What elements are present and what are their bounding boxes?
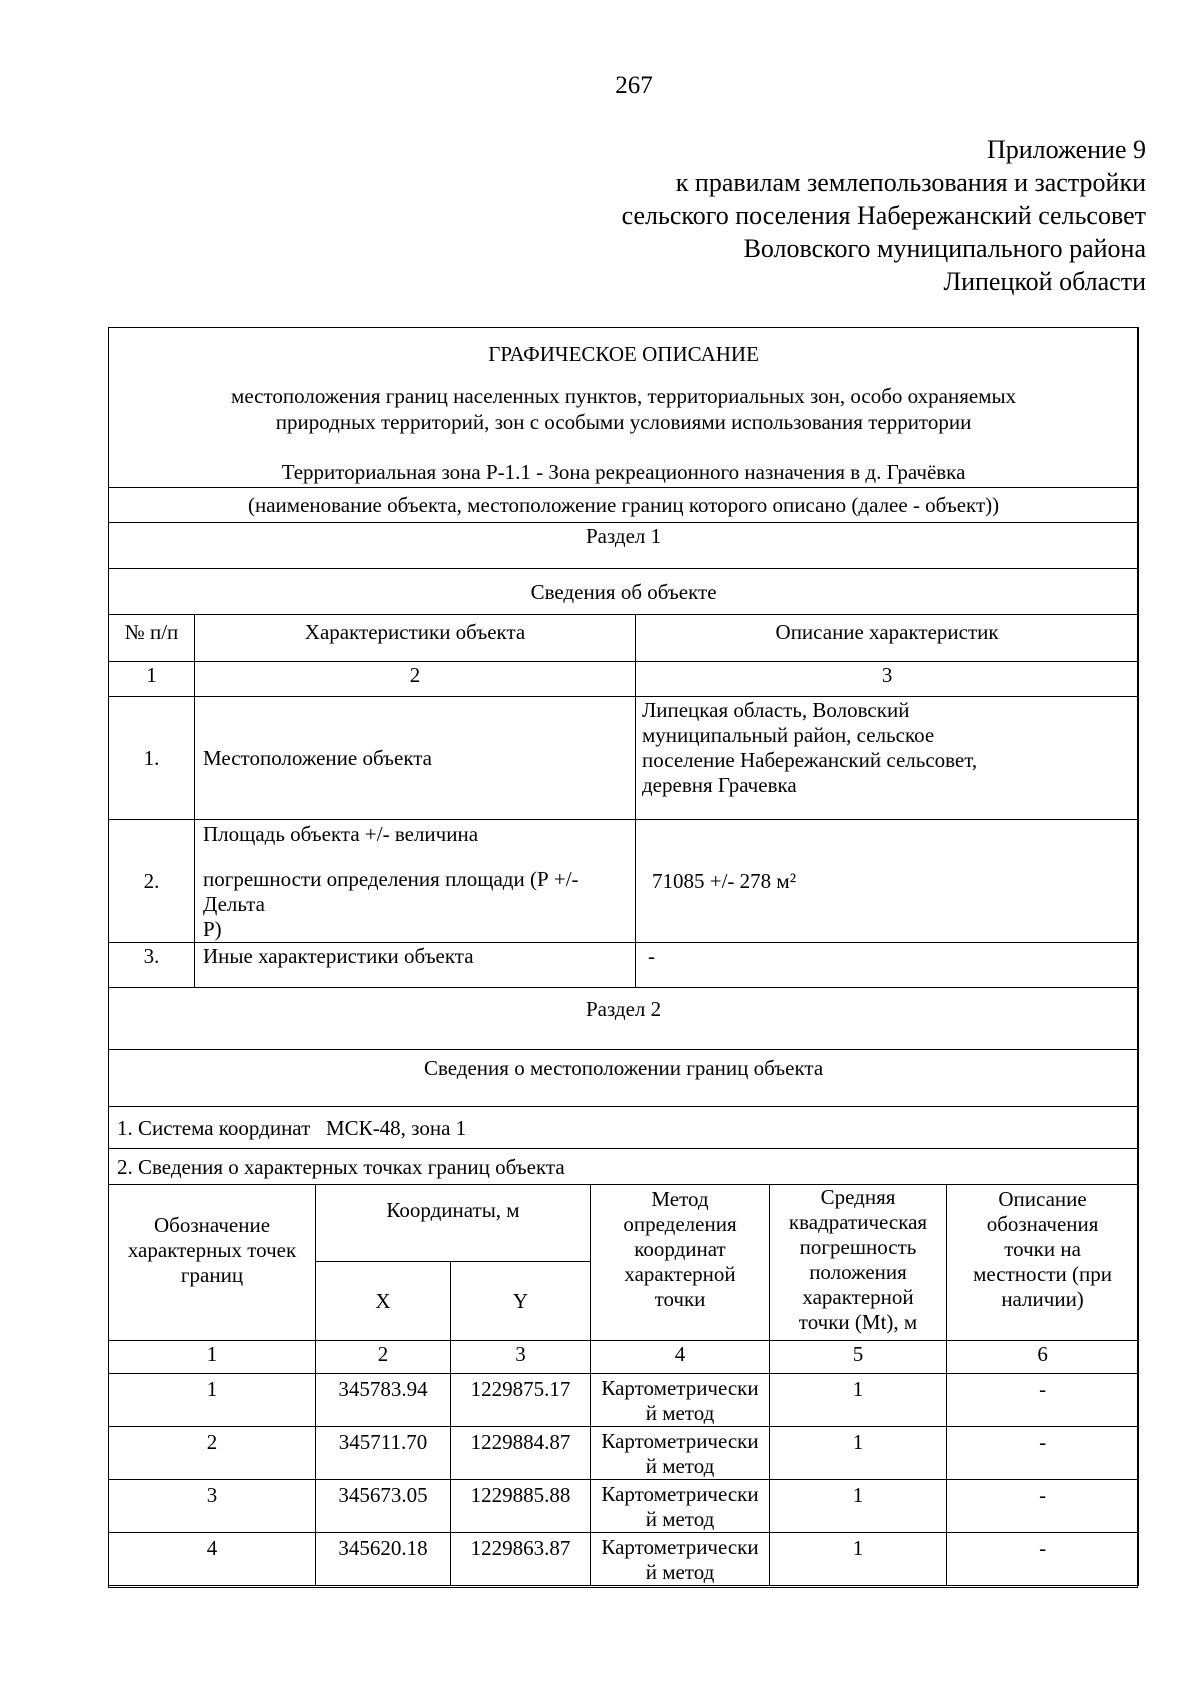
header-desc-line: обозначения [986, 1212, 1099, 1236]
point-method: й метод [645, 1454, 715, 1478]
col-number: 5 [770, 1341, 947, 1374]
point-method: Картометрически [601, 1376, 759, 1400]
header-method-line: точки [654, 1287, 706, 1311]
row-description-line: деревня Грачевка [642, 773, 797, 797]
point-x: 345711.70 [316, 1427, 451, 1480]
header-coordinates: Координаты, м [316, 1185, 591, 1262]
point-mt: 1 [770, 1533, 947, 1586]
header-method-line: Метод [651, 1187, 709, 1211]
header-desc-line: Описание [998, 1187, 1087, 1211]
header-desc-line: точки на [1004, 1237, 1081, 1261]
point-method: Картометрически [601, 1429, 759, 1453]
form-title: ГРАФИЧЕСКОЕ ОПИСАНИЕ [488, 342, 759, 366]
point-x: 345783.94 [316, 1374, 451, 1427]
point-id: 1 [109, 1374, 316, 1427]
points-title: 2. Сведения о характерных точках границ объекта [109, 1149, 1139, 1185]
row-characteristic-line: погрешности определения площади (Р +/- Дельта [203, 867, 579, 916]
col-number: 2 [316, 1341, 451, 1374]
section1-number-row [109, 662, 1139, 697]
form-subtitle: природных территорий, зон с особыми условиями использования территории [275, 410, 972, 434]
points-number-row [109, 1341, 1139, 1374]
appendix-line: сельского поселения Набережанский сельсовет [621, 201, 1146, 230]
row-description-line: поселение Набережанский сельсовет, [642, 748, 978, 772]
header-method-line: координат [634, 1237, 726, 1261]
row-description: 71085 +/- 278 м² [636, 820, 1139, 943]
header-error-line: характерной [802, 1285, 914, 1309]
header-desc-line: наличии) [1001, 1287, 1084, 1311]
table-row [109, 697, 1139, 820]
point-x: 345620.18 [316, 1533, 451, 1586]
point-desc: - [947, 1533, 1139, 1586]
point-id: 3 [109, 1480, 316, 1533]
form-table [108, 327, 1139, 1586]
point-method: Картометрически [601, 1535, 759, 1559]
row-characteristic: Местоположение объекта [195, 697, 636, 820]
points-header-row [109, 1185, 1139, 1262]
form-subtitle: местоположения границ населенных пунктов, территориальных зон, особо охраняемых [231, 384, 1017, 408]
header-y: Y [451, 1262, 591, 1341]
point-id: 4 [109, 1533, 316, 1586]
row-characteristic: Иные характеристики объекта [195, 943, 636, 988]
col-number: 3 [636, 662, 1139, 697]
coordinate-system: 1. Система координат МСК-48, зона 1 [109, 1107, 1139, 1149]
point-method: Картометрически [601, 1482, 759, 1506]
row-num: 3. [109, 943, 195, 988]
page-number: 267 [615, 72, 653, 99]
section1-subtitle: Сведения об объекте [109, 569, 1139, 615]
point-y: 1229885.88 [451, 1480, 591, 1533]
col-number: 6 [947, 1341, 1139, 1374]
appendix-line: Приложение 9 [986, 135, 1146, 164]
section1-header-row [109, 615, 1139, 662]
row-description-line: Липецкая область, Воловский [642, 698, 910, 722]
table-row [109, 820, 1139, 943]
section1-title: Раздел 1 [109, 523, 1139, 569]
header-error-line: квадратическая [788, 1210, 928, 1234]
point-method: й метод [645, 1560, 715, 1584]
row-description-line: муниципальный район, сельское [642, 723, 935, 747]
col-number: 4 [591, 1341, 770, 1374]
appendix-line: к правилам землепользования и застройки [675, 168, 1146, 197]
col-number: 3 [451, 1341, 591, 1374]
table-row [109, 1533, 1139, 1586]
point-mt: 1 [770, 1480, 947, 1533]
header-designation-line: характерных точек [127, 1238, 297, 1262]
row-description: - [636, 943, 1139, 988]
row-num: 1. [109, 697, 195, 820]
point-x: 345673.05 [316, 1480, 451, 1533]
col-header-description: Описание характеристик [636, 615, 1139, 662]
col-number: 2 [195, 662, 636, 697]
appendix-header [622, 133, 1146, 298]
col-header-characteristic: Характеристики объекта [195, 615, 636, 662]
row-num: 2. [109, 820, 195, 943]
col-number: 1 [109, 662, 195, 697]
row-characteristic-line: Площадь объекта +/- величина [203, 822, 479, 846]
point-mt: 1 [770, 1427, 947, 1480]
header-method-line: характерной [624, 1262, 736, 1286]
point-y: 1229875.17 [451, 1374, 591, 1427]
object-caption: (наименование объекта, местоположение границ которого описано (далее - объект)) [109, 488, 1139, 523]
graphic-description-form [108, 327, 1138, 1588]
appendix-line: Воловского муниципального района [743, 234, 1146, 263]
point-desc: - [947, 1480, 1139, 1533]
col-number: 1 [109, 1341, 316, 1374]
row-characteristic-line: Р) [203, 917, 222, 941]
header-error-line: точки (Mt), м [798, 1310, 918, 1334]
col-header-num: № п/п [109, 615, 195, 662]
table-row [109, 1374, 1139, 1427]
header-error-line: Средняя [820, 1185, 896, 1209]
point-y: 1229884.87 [451, 1427, 591, 1480]
point-method: й метод [645, 1401, 715, 1425]
table-row [109, 1427, 1139, 1480]
header-method-line: определения [623, 1212, 737, 1236]
point-id: 2 [109, 1427, 316, 1480]
point-desc: - [947, 1427, 1139, 1480]
header-designation-line: Обозначение [153, 1213, 271, 1237]
table-row [109, 1480, 1139, 1533]
header-error-line: погрешность [799, 1235, 917, 1259]
appendix-line: Липецкой области [943, 267, 1146, 296]
point-y: 1229863.87 [451, 1533, 591, 1586]
section2-title: Раздел 2 [109, 988, 1139, 1050]
header-x: X [316, 1262, 451, 1341]
point-method: й метод [645, 1507, 715, 1531]
header-desc-line: местности (при [973, 1262, 1112, 1286]
section2-subtitle: Сведения о местоположении границ объекта [109, 1050, 1139, 1107]
form-header [109, 328, 1139, 488]
header-designation-line: границ [180, 1263, 244, 1287]
point-mt: 1 [770, 1374, 947, 1427]
zone-name: Территориальная зона Р-1.1 - Зона рекреационного назначения в д. Грачёвка [281, 460, 966, 484]
table-row [109, 943, 1139, 988]
header-error-line: положения [809, 1260, 907, 1284]
point-desc: - [947, 1374, 1139, 1427]
